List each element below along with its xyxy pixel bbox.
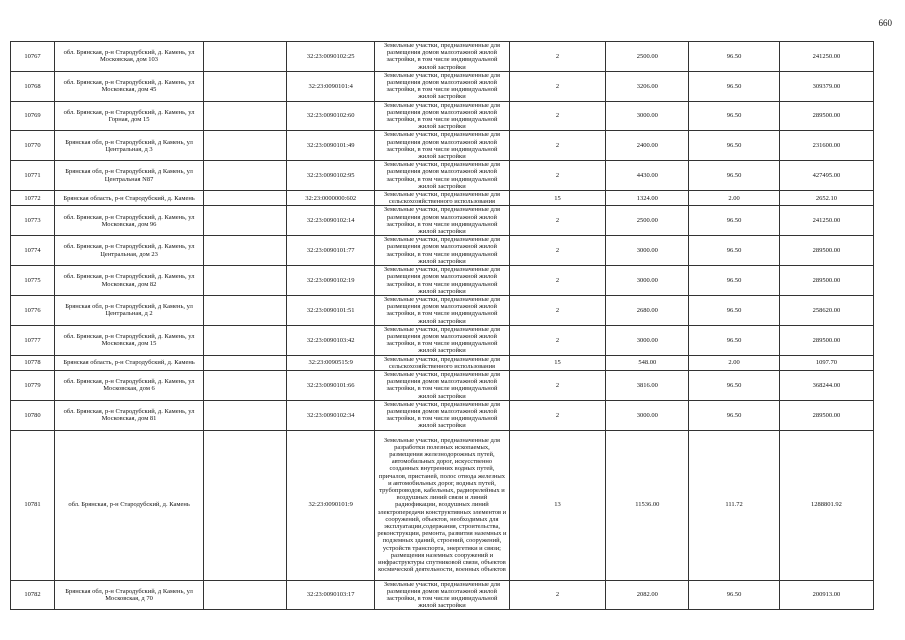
land-use-cell: Земельные участки, предназначенные для размещения домов малоэтажной жилой застройки, в том числе индивидуальной жилой застройки	[375, 206, 509, 236]
row-number-cell: 10777	[11, 325, 55, 355]
rate-cell: 96.50	[689, 325, 779, 355]
area-cell: 3000.00	[606, 236, 689, 266]
cadastral-number-cell: 32:23:0090101:4	[287, 71, 375, 101]
cadastral-value-cell: 427495.00	[779, 161, 873, 191]
table-row	[11, 370, 874, 400]
rate-cell: 96.50	[689, 101, 779, 131]
address-cell: Брянская обл, р-н Стародубский, д Камень, ул Центральная N87	[55, 161, 204, 191]
area-cell: 3206.00	[606, 71, 689, 101]
group-cell: 2	[509, 101, 606, 131]
cadastral-number-cell: 32:23:0090103:17	[287, 580, 375, 610]
row-number-cell: 10781	[11, 430, 55, 580]
group-cell: 2	[509, 266, 606, 296]
table-row	[11, 101, 874, 131]
spacer-cell	[204, 161, 287, 191]
row-number-cell: 10772	[11, 191, 55, 206]
row-number-cell: 10776	[11, 295, 55, 325]
cadastral-number-cell: 32:23:0090103:42	[287, 325, 375, 355]
table-row	[11, 42, 874, 72]
land-use-cell: Земельные участки, предназначенные для размещения домов малоэтажной жилой застройки, в том числе индивидуальной жилой застройки	[375, 400, 509, 430]
area-cell: 2680.00	[606, 295, 689, 325]
group-cell: 2	[509, 370, 606, 400]
address-cell: обл. Брянская, р-н Стародубский, д. Камень, ул Московская, дом 6	[55, 370, 204, 400]
table-row	[11, 580, 874, 610]
row-number-cell: 10769	[11, 101, 55, 131]
group-cell: 13	[509, 430, 606, 580]
rate-cell: 96.50	[689, 295, 779, 325]
spacer-cell	[204, 236, 287, 266]
area-cell: 4430.00	[606, 161, 689, 191]
row-number-cell: 10775	[11, 266, 55, 296]
land-use-cell: Земельные участки, предназначенные для размещения домов малоэтажной жилой застройки, в том числе индивидуальной жилой застройки	[375, 236, 509, 266]
group-cell: 2	[509, 400, 606, 430]
address-cell: обл. Брянская, р-н Стародубский, д. Камень, ул Центральная, дом 23	[55, 236, 204, 266]
area-cell: 3000.00	[606, 400, 689, 430]
group-cell: 2	[509, 42, 606, 72]
row-number-cell: 10773	[11, 206, 55, 236]
area-cell: 548.00	[606, 355, 689, 370]
table-row	[11, 161, 874, 191]
cadastral-number-cell: 32:23:0090101:49	[287, 131, 375, 161]
land-registry-table	[10, 41, 874, 610]
address-cell: обл. Брянская, р-н Стародубский, д. Камень, ул Московская, дом 103	[55, 42, 204, 72]
rate-cell: 96.50	[689, 400, 779, 430]
row-number-cell: 10770	[11, 131, 55, 161]
land-use-cell: Земельные участки, предназначенные для размещения домов малоэтажной жилой застройки, в том числе индивидуальной жилой застройки	[375, 101, 509, 131]
land-use-cell: Земельные участки, предназначенные для размещения домов малоэтажной жилой застройки, в том числе индивидуальной жилой застройки	[375, 161, 509, 191]
group-cell: 2	[509, 295, 606, 325]
spacer-cell	[204, 131, 287, 161]
cadastral-value-cell: 231600.00	[779, 131, 873, 161]
group-cell: 15	[509, 191, 606, 206]
area-cell: 1324.00	[606, 191, 689, 206]
area-cell: 3000.00	[606, 101, 689, 131]
row-number-cell: 10778	[11, 355, 55, 370]
cadastral-number-cell: 32:23:0090102:34	[287, 400, 375, 430]
area-cell: 2500.00	[606, 206, 689, 236]
area-cell: 3000.00	[606, 266, 689, 296]
land-use-cell: Земельные участки, предназначенные для размещения домов малоэтажной жилой застройки, в том числе индивидуальной жилой застройки	[375, 370, 509, 400]
rate-cell: 96.50	[689, 370, 779, 400]
land-use-cell: Земельные участки, предназначенные для сельскохозяйственного использования	[375, 355, 509, 370]
cadastral-number-cell: 32:23:0090102:19	[287, 266, 375, 296]
group-cell: 2	[509, 325, 606, 355]
cadastral-number-cell: 32:23:0090515:9	[287, 355, 375, 370]
table-row	[11, 191, 874, 206]
group-cell: 15	[509, 355, 606, 370]
table-row	[11, 295, 874, 325]
address-cell: обл. Брянская, р-н Стародубский, д. Камень, ул Горная, дом 15	[55, 101, 204, 131]
cadastral-value-cell: 289500.00	[779, 266, 873, 296]
spacer-cell	[204, 206, 287, 236]
spacer-cell	[204, 370, 287, 400]
table-row	[11, 236, 874, 266]
row-number-cell: 10780	[11, 400, 55, 430]
address-cell: обл. Брянская, р-н Стародубский, д. Камень, ул Московская, дом 45	[55, 71, 204, 101]
group-cell: 2	[509, 71, 606, 101]
table-row	[11, 400, 874, 430]
spacer-cell	[204, 191, 287, 206]
rate-cell: 96.50	[689, 71, 779, 101]
group-cell: 2	[509, 580, 606, 610]
area-cell: 3816.00	[606, 370, 689, 400]
cadastral-value-cell: 1097.70	[779, 355, 873, 370]
cadastral-value-cell: 368244.00	[779, 370, 873, 400]
land-use-cell: Земельные участки, предназначенные для размещения домов малоэтажной жилой застройки, в том числе индивидуальной жилой застройки	[375, 580, 509, 610]
cadastral-value-cell: 1288801.92	[779, 430, 873, 580]
table-row	[11, 430, 874, 580]
spacer-cell	[204, 101, 287, 131]
spacer-cell	[204, 71, 287, 101]
cadastral-number-cell: 32:23:0090101:77	[287, 236, 375, 266]
spacer-cell	[204, 580, 287, 610]
area-cell: 3000.00	[606, 325, 689, 355]
rate-cell: 96.50	[689, 161, 779, 191]
table-body	[11, 42, 874, 610]
land-use-cell: Земельные участки, предназначенные для размещения домов малоэтажной жилой застройки, в том числе индивидуальной жилой застройки	[375, 42, 509, 72]
address-cell: Брянская обл, р-н Стародубский, д Камень, ул Центральная, д 2	[55, 295, 204, 325]
cadastral-value-cell: 200913.00	[779, 580, 873, 610]
cadastral-value-cell: 258620.00	[779, 295, 873, 325]
row-number-cell: 10779	[11, 370, 55, 400]
cadastral-value-cell: 241250.00	[779, 42, 873, 72]
cadastral-value-cell: 289500.00	[779, 101, 873, 131]
rate-cell: 96.50	[689, 266, 779, 296]
address-cell: обл. Брянская, р-н Стародубский, д. Камень, ул Московская, дом 82	[55, 266, 204, 296]
table-row	[11, 355, 874, 370]
rate-cell: 96.50	[689, 580, 779, 610]
page-number: 660	[878, 18, 892, 28]
land-use-cell: Земельные участки, предназначенные для сельскохозяйственного использования	[375, 191, 509, 206]
land-use-cell: Земельные участки, предназначенные для размещения домов малоэтажной жилой застройки, в том числе индивидуальной жилой застройки	[375, 325, 509, 355]
cadastral-value-cell: 241250.00	[779, 206, 873, 236]
spacer-cell	[204, 295, 287, 325]
group-cell: 2	[509, 206, 606, 236]
table-row	[11, 71, 874, 101]
land-use-cell: Земельные участки, предназначенные для размещения домов малоэтажной жилой застройки, в том числе индивидуальной жилой застройки	[375, 131, 509, 161]
area-cell: 2500.00	[606, 42, 689, 72]
address-cell: обл. Брянская, р-н Стародубский, д. Камень, ул Московская, дом 81	[55, 400, 204, 430]
cadastral-number-cell: 32:23:0090101:51	[287, 295, 375, 325]
rate-cell: 96.50	[689, 131, 779, 161]
address-cell: Брянская обл, р-н Стародубский, д Камень, ул Московская, д 70	[55, 580, 204, 610]
land-use-cell: Земельные участки, предназначенные для размещения домов малоэтажной жилой застройки, в том числе индивидуальной жилой застройки	[375, 266, 509, 296]
cadastral-value-cell: 309379.00	[779, 71, 873, 101]
table-row	[11, 206, 874, 236]
spacer-cell	[204, 42, 287, 72]
cadastral-number-cell: 32:23:0090101:9	[287, 430, 375, 580]
spacer-cell	[204, 266, 287, 296]
row-number-cell: 10771	[11, 161, 55, 191]
rate-cell: 111.72	[689, 430, 779, 580]
row-number-cell: 10782	[11, 580, 55, 610]
row-number-cell: 10767	[11, 42, 55, 72]
spacer-cell	[204, 325, 287, 355]
area-cell: 11536.00	[606, 430, 689, 580]
rate-cell: 2.00	[689, 191, 779, 206]
cadastral-value-cell: 289500.00	[779, 325, 873, 355]
address-cell: обл. Брянская, р-н Стародубский, д. Камень, ул Московская, дом 96	[55, 206, 204, 236]
row-number-cell: 10774	[11, 236, 55, 266]
table-row	[11, 266, 874, 296]
land-use-cell: Земельные участки, предназначенные для размещения домов малоэтажной жилой застройки, в том числе индивидуальной жилой застройки	[375, 71, 509, 101]
rate-cell: 2.00	[689, 355, 779, 370]
land-use-cell: Земельные участки, предназначенные для размещения домов малоэтажной жилой застройки, в том числе индивидуальной жилой застройки	[375, 295, 509, 325]
cadastral-value-cell: 289500.00	[779, 236, 873, 266]
rate-cell: 96.50	[689, 206, 779, 236]
address-cell: Брянская область, р-н Стародубский, д. Камень	[55, 191, 204, 206]
address-cell: Брянская область, р-н Стародубский, д. Камень	[55, 355, 204, 370]
cadastral-number-cell: 32:23:0090102:14	[287, 206, 375, 236]
group-cell: 2	[509, 236, 606, 266]
group-cell: 2	[509, 161, 606, 191]
table-row	[11, 131, 874, 161]
rate-cell: 96.50	[689, 42, 779, 72]
land-use-cell: Земельные участки, предназначенные для разработки полезных ископаемых, размещения железнодорожных путей, автомобильных дорог, искусственно созданных внутренних водных путей, причалов, пристаней, полос отвода железных и автомобильных дорог, водных путей, трубопроводов, кабельных, радиорелейных и воздушных линий связи и линий радиофикации, воздушных линий электропередачи конструктивных элементов и сооружений, объектов, необходимых для эксплуатации,содержания, строительства, реконструкции, ремонта, развития наземных и подземных зданий, строений, сооружений, устройств транспорта, энергетики и связи; размещения наземных сооружений и инфраструктуры спутниковой связи, объектов космической деятельности, военных объектов	[375, 430, 509, 580]
group-cell: 2	[509, 131, 606, 161]
cadastral-value-cell: 2652.10	[779, 191, 873, 206]
row-number-cell: 10768	[11, 71, 55, 101]
area-cell: 2082.00	[606, 580, 689, 610]
spacer-cell	[204, 355, 287, 370]
spacer-cell	[204, 400, 287, 430]
rate-cell: 96.50	[689, 236, 779, 266]
spacer-cell	[204, 430, 287, 580]
address-cell: обл. Брянская, р-н Стародубский, д. Камень, ул Московская, дом 15	[55, 325, 204, 355]
cadastral-number-cell: 32:23:0090102:60	[287, 101, 375, 131]
table-row	[11, 325, 874, 355]
cadastral-number-cell: 32:23:0090101:66	[287, 370, 375, 400]
cadastral-value-cell: 289500.00	[779, 400, 873, 430]
cadastral-number-cell: 32:23:0090102:95	[287, 161, 375, 191]
cadastral-number-cell: 32:23:0090102:25	[287, 42, 375, 72]
area-cell: 2400.00	[606, 131, 689, 161]
address-cell: обл. Брянская, р-н Стародубский, д. Камень	[55, 430, 204, 580]
address-cell: Брянская обл, р-н Стародубский, д Камень, ул Центральная, д 3	[55, 131, 204, 161]
cadastral-number-cell: 32:23:0000000:602	[287, 191, 375, 206]
